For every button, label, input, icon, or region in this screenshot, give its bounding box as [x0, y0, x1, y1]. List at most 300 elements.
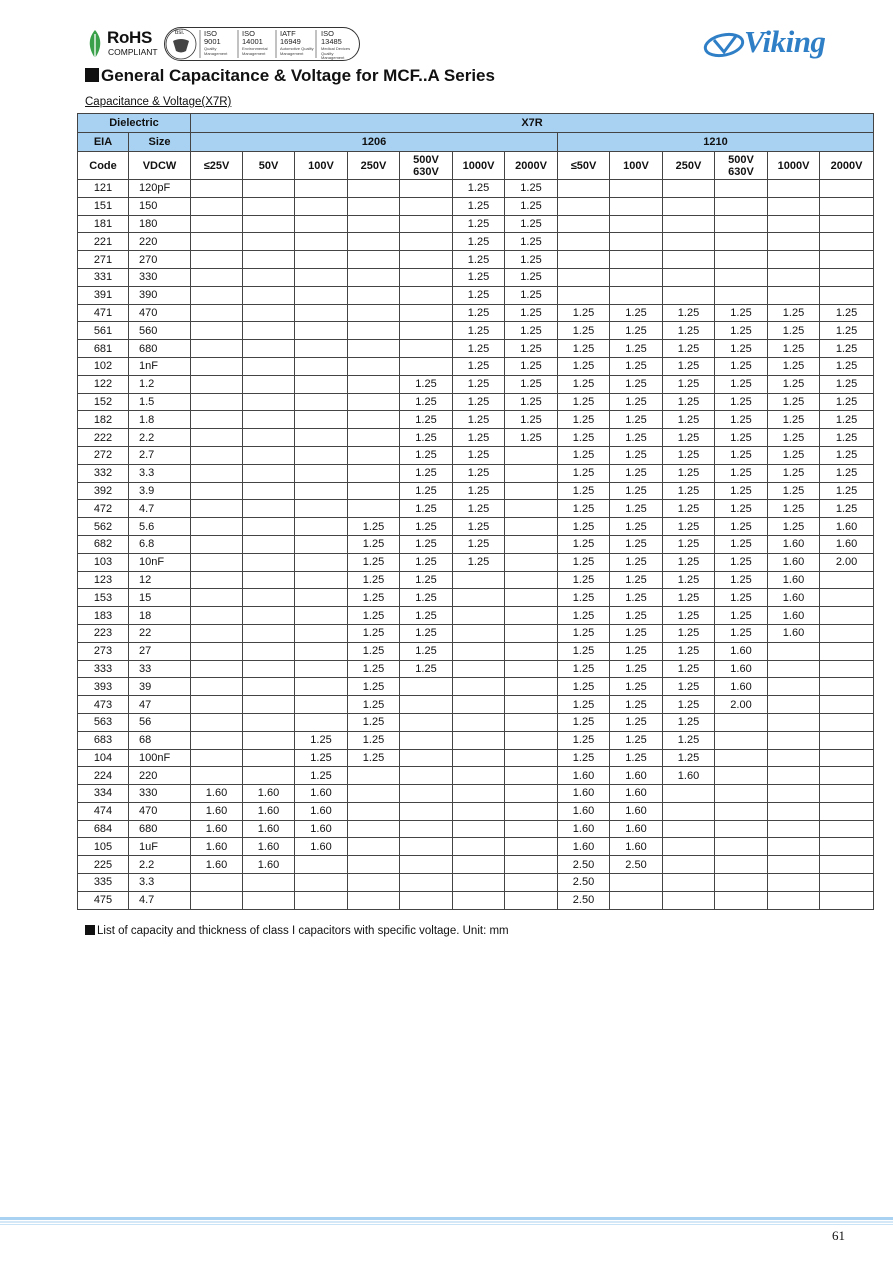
thickness-cell: 1.25	[558, 642, 610, 660]
thickness-cell	[768, 891, 820, 909]
thickness-cell: 1.25	[715, 553, 768, 571]
thickness-cell	[715, 785, 768, 803]
thickness-cell	[715, 874, 768, 892]
thickness-cell: 1.25	[663, 678, 715, 696]
thickness-cell: 1.25	[610, 589, 663, 607]
capacitance-cell: 5.6	[129, 518, 191, 536]
thickness-cell	[663, 856, 715, 874]
thickness-cell	[820, 802, 874, 820]
thickness-cell: 1.25	[453, 197, 505, 215]
thickness-cell: 1.60	[610, 785, 663, 803]
thickness-cell	[243, 482, 295, 500]
thickness-cell	[191, 215, 243, 233]
page-title	[85, 66, 495, 86]
thickness-cell: 1.25	[558, 696, 610, 714]
thickness-cell	[191, 713, 243, 731]
thickness-cell: 1.25	[715, 411, 768, 429]
thickness-cell	[610, 286, 663, 304]
thickness-cell	[820, 874, 874, 892]
thickness-cell	[820, 838, 874, 856]
thickness-cell	[348, 357, 400, 375]
thickness-cell	[191, 340, 243, 358]
thickness-cell: 1.25	[768, 340, 820, 358]
thickness-cell	[820, 251, 874, 269]
thickness-cell	[558, 268, 610, 286]
thickness-cell: 1.60	[715, 642, 768, 660]
thickness-cell	[243, 500, 295, 518]
thickness-cell: 1.60	[191, 838, 243, 856]
eia-code-cell: 475	[78, 891, 129, 909]
table-row	[78, 340, 874, 358]
thickness-cell: 1.60	[295, 785, 348, 803]
thickness-cell	[243, 215, 295, 233]
cert-2-desc: Automotive Quality Management	[280, 46, 314, 56]
thickness-cell	[505, 500, 558, 518]
thickness-cell: 1.25	[558, 500, 610, 518]
table-row	[78, 393, 874, 411]
1206-voltage-header: ≤25V	[191, 152, 243, 180]
thickness-cell: 1.60	[820, 535, 874, 553]
thickness-cell	[820, 891, 874, 909]
thickness-cell	[715, 233, 768, 251]
thickness-cell: 2.50	[558, 856, 610, 874]
thickness-cell	[663, 251, 715, 269]
thickness-cell: 2.00	[820, 553, 874, 571]
thickness-cell: 1.60	[191, 785, 243, 803]
thickness-cell: 1.25	[558, 482, 610, 500]
table-row	[78, 785, 874, 803]
capacitance-cell: 470	[129, 802, 191, 820]
thickness-cell	[453, 713, 505, 731]
thickness-cell: 1.60	[558, 838, 610, 856]
capacitance-cell: 47	[129, 696, 191, 714]
thickness-cell: 1.25	[715, 322, 768, 340]
thickness-cell: 1.25	[505, 197, 558, 215]
thickness-cell	[820, 607, 874, 625]
thickness-cell	[348, 891, 400, 909]
table-row	[78, 197, 874, 215]
thickness-cell	[243, 357, 295, 375]
1210-voltage-header: 100V	[610, 152, 663, 180]
capacitance-cell: 18	[129, 607, 191, 625]
thickness-cell	[663, 233, 715, 251]
thickness-cell: 1.25	[453, 500, 505, 518]
thickness-cell: 1.25	[400, 429, 453, 447]
eia-code-cell: 681	[78, 340, 129, 358]
thickness-cell	[768, 251, 820, 269]
thickness-cell	[768, 215, 820, 233]
rohs-logo	[86, 26, 158, 62]
thickness-cell	[191, 304, 243, 322]
thickness-cell	[295, 446, 348, 464]
thickness-cell	[191, 268, 243, 286]
thickness-cell: 1.25	[663, 571, 715, 589]
thickness-cell: 1.25	[505, 215, 558, 233]
thickness-cell	[820, 215, 874, 233]
thickness-cell	[400, 215, 453, 233]
thickness-cell: 1.25	[663, 713, 715, 731]
eia-code-cell: 471	[78, 304, 129, 322]
thickness-cell: 1.60	[191, 820, 243, 838]
capacitance-cell: 1uF	[129, 838, 191, 856]
thickness-cell	[715, 820, 768, 838]
thickness-cell: 1.25	[715, 429, 768, 447]
thickness-cell: 1.25	[663, 482, 715, 500]
eia-code-cell: 105	[78, 838, 129, 856]
thickness-cell: 1.25	[820, 304, 874, 322]
thickness-cell: 1.25	[610, 696, 663, 714]
capacitance-cell: 1.8	[129, 411, 191, 429]
thickness-cell	[295, 233, 348, 251]
thickness-cell	[768, 767, 820, 785]
thickness-cell	[820, 749, 874, 767]
1206-voltage-header: 100V	[295, 152, 348, 180]
cert-1-desc: Environmental Management	[242, 46, 268, 56]
thickness-cell: 1.25	[505, 268, 558, 286]
thickness-cell	[505, 678, 558, 696]
thickness-cell	[400, 322, 453, 340]
thickness-cell	[768, 642, 820, 660]
certification-badges	[164, 27, 360, 61]
thickness-cell: 1.25	[558, 749, 610, 767]
capacitance-cell: 33	[129, 660, 191, 678]
thickness-cell: 1.25	[610, 429, 663, 447]
thickness-cell	[820, 268, 874, 286]
thickness-cell	[348, 215, 400, 233]
capacitance-cell: 220	[129, 233, 191, 251]
thickness-cell	[348, 286, 400, 304]
thickness-cell: 1.25	[453, 340, 505, 358]
thickness-cell	[243, 535, 295, 553]
table-row	[78, 215, 874, 233]
thickness-cell: 1.25	[820, 340, 874, 358]
thickness-cell: 1.25	[505, 340, 558, 358]
thickness-cell: 1.60	[558, 785, 610, 803]
thickness-cell	[191, 500, 243, 518]
thickness-cell	[295, 375, 348, 393]
capacitance-cell: 390	[129, 286, 191, 304]
thickness-cell	[243, 713, 295, 731]
thickness-cell: 1.25	[610, 749, 663, 767]
capacitance-cell: 2.2	[129, 856, 191, 874]
table-row	[78, 446, 874, 464]
thickness-cell: 1.25	[610, 660, 663, 678]
thickness-cell	[191, 874, 243, 892]
thickness-cell: 1.25	[663, 642, 715, 660]
eia-code-cell: 221	[78, 233, 129, 251]
eia-code-cell: 183	[78, 607, 129, 625]
thickness-cell	[191, 678, 243, 696]
thickness-cell	[820, 678, 874, 696]
thickness-cell	[400, 838, 453, 856]
thickness-cell	[295, 571, 348, 589]
thickness-cell	[295, 678, 348, 696]
thickness-cell	[768, 197, 820, 215]
thickness-cell: 1.25	[715, 340, 768, 358]
thickness-cell	[243, 660, 295, 678]
thickness-cell: 1.25	[453, 518, 505, 536]
thickness-cell: 1.25	[400, 482, 453, 500]
thickness-cell: 1.25	[663, 660, 715, 678]
thickness-cell	[295, 251, 348, 269]
thickness-cell	[348, 411, 400, 429]
thickness-cell	[505, 713, 558, 731]
thickness-cell	[400, 820, 453, 838]
thickness-cell	[348, 500, 400, 518]
thickness-cell: 1.25	[610, 731, 663, 749]
1206-voltage-header: 250V	[348, 152, 400, 180]
thickness-cell: 1.25	[558, 535, 610, 553]
thickness-cell: 1.25	[768, 482, 820, 500]
thickness-cell: 1.60	[768, 535, 820, 553]
rohs-title: RoHS	[107, 28, 153, 47]
thickness-cell: 1.25	[663, 322, 715, 340]
thickness-cell: 1.60	[768, 553, 820, 571]
thickness-cell	[348, 268, 400, 286]
thickness-cell: 1.25	[715, 589, 768, 607]
thickness-cell	[505, 482, 558, 500]
thickness-cell: 1.25	[558, 713, 610, 731]
thickness-cell	[558, 215, 610, 233]
thickness-cell	[820, 767, 874, 785]
thickness-cell	[295, 660, 348, 678]
thickness-cell	[820, 785, 874, 803]
thickness-cell	[663, 838, 715, 856]
thickness-cell: 1.60	[610, 838, 663, 856]
thickness-cell	[400, 713, 453, 731]
thickness-cell	[663, 891, 715, 909]
thickness-cell	[243, 891, 295, 909]
thickness-cell	[243, 375, 295, 393]
thickness-cell	[715, 713, 768, 731]
thickness-cell	[768, 785, 820, 803]
capacitance-cell: 470	[129, 304, 191, 322]
capacitance-cell: 3.3	[129, 464, 191, 482]
thickness-cell	[191, 482, 243, 500]
thickness-cell	[295, 357, 348, 375]
thickness-cell	[453, 856, 505, 874]
thickness-cell	[663, 215, 715, 233]
size-label: Size	[129, 133, 191, 152]
thickness-cell	[191, 589, 243, 607]
thickness-cell	[400, 891, 453, 909]
thickness-cell: 1.25	[768, 518, 820, 536]
thickness-cell	[820, 286, 874, 304]
thickness-cell: 1.25	[400, 660, 453, 678]
thickness-cell: 1.25	[663, 464, 715, 482]
eia-code-cell: 123	[78, 571, 129, 589]
thickness-cell	[820, 696, 874, 714]
thickness-cell	[505, 624, 558, 642]
thickness-cell	[505, 767, 558, 785]
thickness-cell: 1.25	[610, 340, 663, 358]
table-row	[78, 678, 874, 696]
thickness-cell	[243, 731, 295, 749]
thickness-cell: 1.25	[505, 233, 558, 251]
table-caption: Capacitance & Voltage(X7R)	[85, 96, 232, 108]
thickness-cell: 1.25	[820, 411, 874, 429]
thickness-cell: 1.25	[558, 731, 610, 749]
thickness-cell	[610, 233, 663, 251]
thickness-cell: 1.60	[558, 802, 610, 820]
thickness-cell: 1.25	[558, 357, 610, 375]
thickness-cell	[295, 518, 348, 536]
thickness-cell	[295, 642, 348, 660]
bsi-label: bsi.	[175, 30, 185, 36]
thickness-cell	[453, 749, 505, 767]
thickness-cell: 1.60	[295, 802, 348, 820]
thickness-cell: 1.25	[558, 393, 610, 411]
thickness-cell	[295, 713, 348, 731]
thickness-cell	[191, 322, 243, 340]
thickness-cell: 1.25	[768, 411, 820, 429]
thickness-cell	[191, 429, 243, 447]
thickness-cell	[400, 233, 453, 251]
capacitance-cell: 56	[129, 713, 191, 731]
thickness-cell: 2.50	[558, 891, 610, 909]
thickness-cell	[453, 802, 505, 820]
thickness-cell: 1.25	[453, 322, 505, 340]
thickness-cell	[558, 233, 610, 251]
thickness-cell: 1.25	[663, 749, 715, 767]
eia-code-cell: 152	[78, 393, 129, 411]
eia-code-cell: 684	[78, 820, 129, 838]
thickness-cell	[243, 607, 295, 625]
thickness-cell: 1.25	[400, 571, 453, 589]
capacitance-cell: 3.3	[129, 874, 191, 892]
thickness-cell	[243, 571, 295, 589]
thickness-cell	[505, 731, 558, 749]
table-row	[78, 464, 874, 482]
thickness-cell	[505, 838, 558, 856]
thickness-cell	[243, 464, 295, 482]
thickness-cell: 1.25	[663, 393, 715, 411]
thickness-cell	[663, 286, 715, 304]
thickness-cell: 1.25	[610, 357, 663, 375]
thickness-cell: 1.60	[243, 802, 295, 820]
thickness-cell	[610, 251, 663, 269]
thickness-cell	[295, 286, 348, 304]
cert-3-name: ISO	[321, 29, 334, 38]
thickness-cell	[820, 713, 874, 731]
footer-band	[0, 1217, 893, 1227]
thickness-cell	[558, 251, 610, 269]
thickness-cell: 1.25	[768, 322, 820, 340]
thickness-cell	[820, 589, 874, 607]
thickness-cell	[348, 233, 400, 251]
thickness-cell: 1.25	[453, 464, 505, 482]
thickness-cell	[768, 820, 820, 838]
thickness-cell: 1.25	[453, 180, 505, 198]
table-row	[78, 518, 874, 536]
thickness-cell	[191, 286, 243, 304]
thickness-cell: 1.25	[348, 678, 400, 696]
capacitance-cell: 2.2	[129, 429, 191, 447]
thickness-cell	[453, 660, 505, 678]
thickness-cell: 1.25	[820, 322, 874, 340]
thickness-cell	[820, 731, 874, 749]
eia-code-cell: 562	[78, 518, 129, 536]
table-row	[78, 535, 874, 553]
cert-0-desc: Quality Management	[204, 46, 228, 56]
thickness-cell	[610, 215, 663, 233]
eia-code-cell: 222	[78, 429, 129, 447]
thickness-cell	[400, 251, 453, 269]
thickness-cell	[768, 802, 820, 820]
thickness-cell	[400, 357, 453, 375]
thickness-cell: 1.60	[558, 767, 610, 785]
thickness-cell: 1.25	[663, 696, 715, 714]
thickness-cell	[453, 891, 505, 909]
thickness-cell	[295, 624, 348, 642]
thickness-cell: 1.25	[400, 589, 453, 607]
table-row	[78, 482, 874, 500]
leaf-icon	[86, 28, 104, 60]
thickness-cell: 1.25	[400, 642, 453, 660]
thickness-cell	[453, 678, 505, 696]
thickness-cell: 1.25	[558, 518, 610, 536]
thickness-cell: 1.25	[295, 767, 348, 785]
thickness-cell: 1.25	[558, 304, 610, 322]
eia-code-cell: 331	[78, 268, 129, 286]
thickness-cell: 1.25	[348, 749, 400, 767]
thickness-cell	[715, 251, 768, 269]
thickness-cell	[768, 713, 820, 731]
thickness-cell	[453, 767, 505, 785]
thickness-cell	[295, 535, 348, 553]
thickness-cell: 1.25	[400, 464, 453, 482]
capacitance-cell: 680	[129, 820, 191, 838]
thickness-cell	[505, 856, 558, 874]
thickness-cell	[243, 251, 295, 269]
thickness-cell	[505, 642, 558, 660]
thickness-cell: 1.25	[715, 393, 768, 411]
viking-swirl-icon	[702, 30, 746, 60]
eia-code-cell: 334	[78, 785, 129, 803]
thickness-cell: 1.25	[610, 464, 663, 482]
thickness-cell	[243, 304, 295, 322]
1210-voltage-header: 2000V	[820, 152, 874, 180]
thickness-cell: 1.25	[348, 713, 400, 731]
thickness-cell	[768, 678, 820, 696]
thickness-cell	[295, 553, 348, 571]
eia-code-cell: 333	[78, 660, 129, 678]
thickness-cell	[610, 180, 663, 198]
table-row	[78, 838, 874, 856]
cert-0-code: 9001	[204, 37, 221, 46]
thickness-cell	[243, 340, 295, 358]
thickness-cell: 1.25	[348, 553, 400, 571]
thickness-cell: 1.25	[715, 624, 768, 642]
thickness-cell: 1.60	[715, 678, 768, 696]
thickness-cell: 1.25	[558, 660, 610, 678]
capacitance-cell: 4.7	[129, 500, 191, 518]
thickness-cell	[295, 429, 348, 447]
thickness-cell	[400, 749, 453, 767]
thickness-cell	[243, 446, 295, 464]
capacitance-cell: 330	[129, 785, 191, 803]
thickness-cell	[191, 197, 243, 215]
thickness-cell: 1.25	[400, 553, 453, 571]
table-row	[78, 268, 874, 286]
thickness-cell: 1.25	[348, 731, 400, 749]
thickness-cell: 1.25	[505, 251, 558, 269]
thickness-cell: 1.25	[610, 393, 663, 411]
thickness-cell: 1.60	[768, 571, 820, 589]
eia-code-cell: 122	[78, 375, 129, 393]
1206-voltage-header: 500V 630V	[400, 152, 453, 180]
thickness-cell: 1.25	[400, 500, 453, 518]
